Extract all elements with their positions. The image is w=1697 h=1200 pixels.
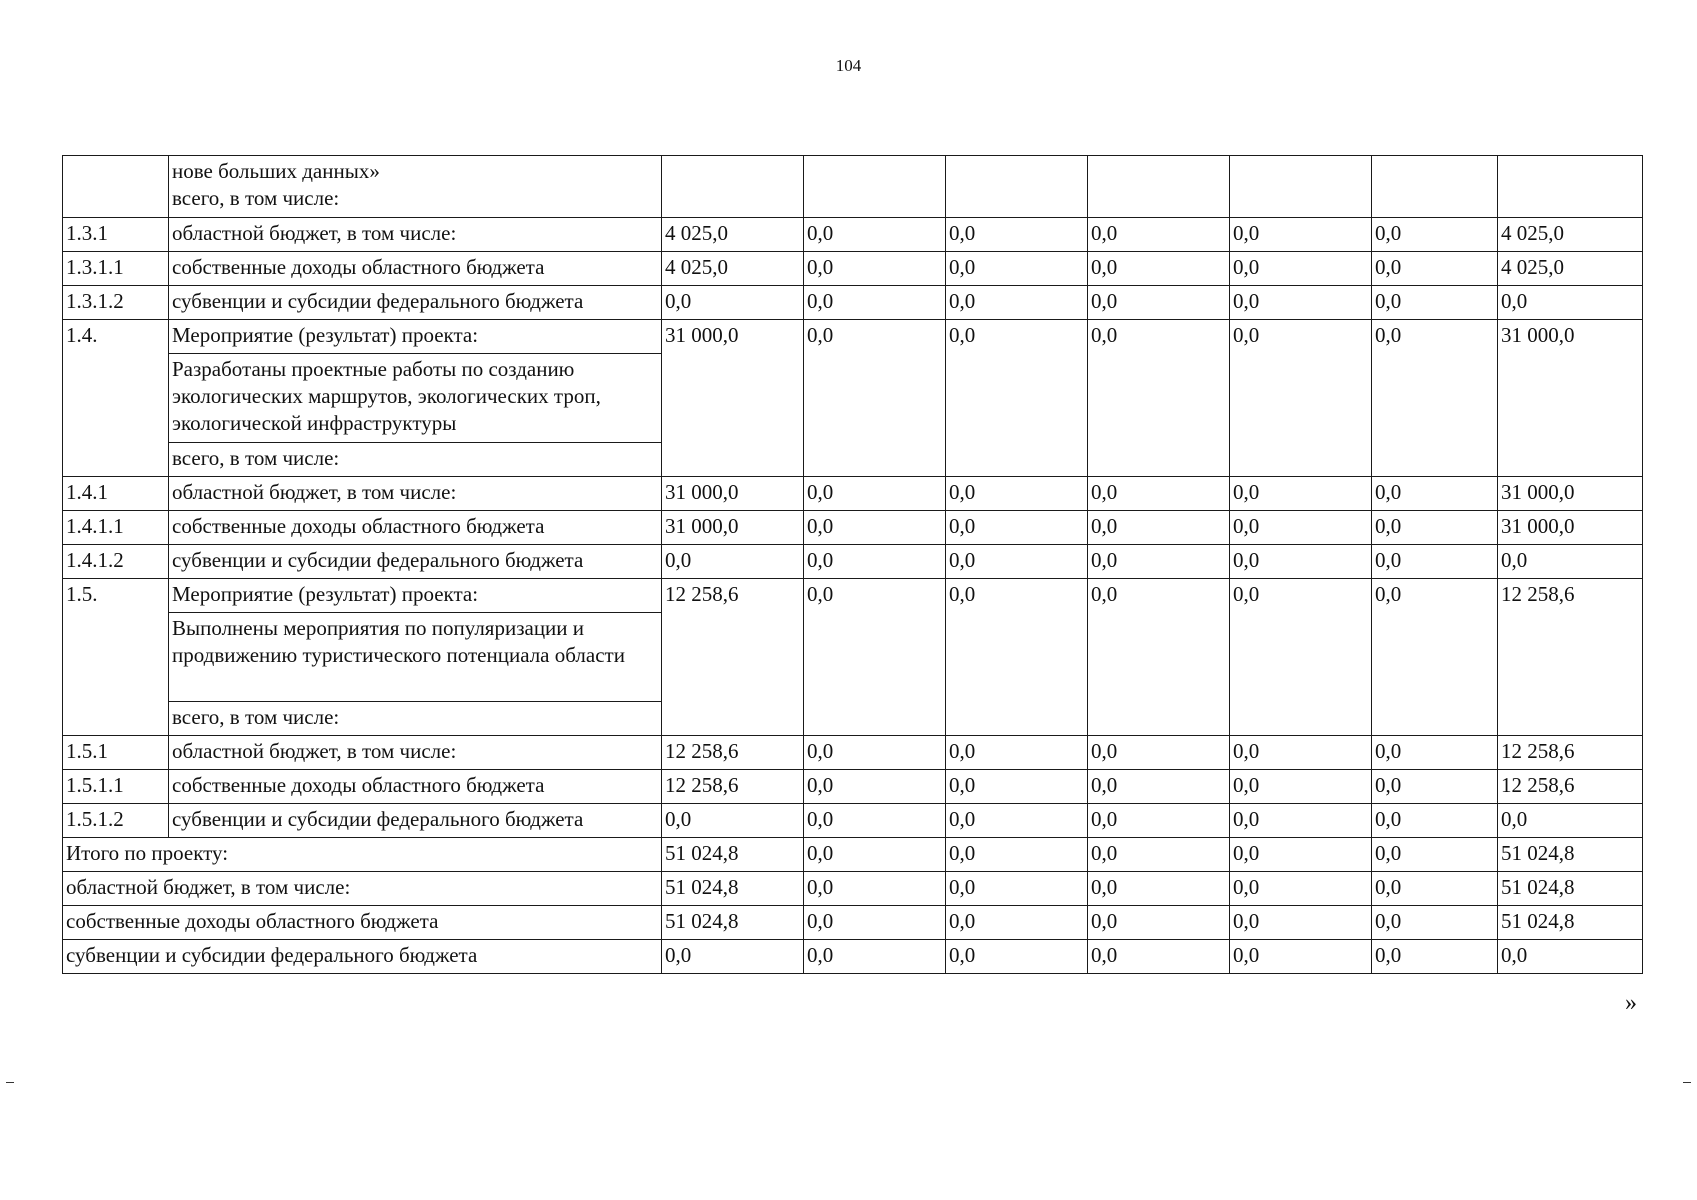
- value-cell: 0,0: [1088, 320, 1230, 477]
- value-cell: 0,0: [1230, 320, 1372, 477]
- value-cell: 0,0: [1088, 218, 1230, 252]
- row-label-cell: собственные доходы областного бюджета: [169, 252, 662, 286]
- value-cell: 0,0: [1230, 545, 1372, 579]
- value-cell: 12 258,6: [662, 770, 804, 804]
- value-cell: 0,0: [1372, 477, 1498, 511]
- row-code-cell: [63, 156, 169, 218]
- value-cell: 0,0: [946, 545, 1088, 579]
- value-cell: 0,0: [662, 545, 804, 579]
- value-cell: 0,0: [804, 906, 946, 940]
- table-row: [63, 511, 1643, 545]
- activity-description-cell: Выполнены мероприятия по популяризации и продвижению туристического потенциала области: [169, 613, 662, 702]
- value-cell: 31 000,0: [1498, 511, 1643, 545]
- value-cell: 0,0: [1088, 252, 1230, 286]
- value-cell: [662, 156, 804, 218]
- value-cell: 0,0: [946, 320, 1088, 477]
- row-code-cell: 1.5.1.2: [63, 804, 169, 838]
- value-cell: 0,0: [1088, 906, 1230, 940]
- total-row: [63, 906, 1643, 940]
- value-cell: 31 000,0: [662, 477, 804, 511]
- value-cell: 0,0: [662, 804, 804, 838]
- value-cell: 0,0: [1372, 736, 1498, 770]
- total-row: [63, 872, 1643, 906]
- value-cell: 0,0: [1372, 252, 1498, 286]
- row-code-cell: 1.3.1.2: [63, 286, 169, 320]
- value-cell: 0,0: [804, 940, 946, 974]
- row-label-cell: субвенции и субсидии федерального бюджета: [169, 804, 662, 838]
- value-cell: 0,0: [804, 477, 946, 511]
- value-cell: 0,0: [1372, 940, 1498, 974]
- value-cell: 0,0: [1230, 872, 1372, 906]
- row-code-cell: 1.4.1.1: [63, 511, 169, 545]
- value-cell: 51 024,8: [662, 906, 804, 940]
- table-row: [63, 218, 1643, 252]
- value-cell: 0,0: [1088, 804, 1230, 838]
- total-label-cell: собственные доходы областного бюджета: [63, 906, 662, 940]
- value-cell: 0,0: [1498, 286, 1643, 320]
- value-cell: 0,0: [1230, 477, 1372, 511]
- row-code-cell: 1.3.1.1: [63, 252, 169, 286]
- row-code-cell: 1.4.1.2: [63, 545, 169, 579]
- closing-quote-mark: »: [1625, 990, 1637, 1016]
- value-cell: 0,0: [804, 545, 946, 579]
- value-cell: 0,0: [804, 286, 946, 320]
- table-row: [63, 252, 1643, 286]
- value-cell: 0,0: [1230, 838, 1372, 872]
- value-cell: 0,0: [946, 804, 1088, 838]
- table-row: [63, 736, 1643, 770]
- value-cell: 0,0: [804, 511, 946, 545]
- row-code-cell: 1.4.: [63, 320, 169, 477]
- value-cell: 0,0: [804, 218, 946, 252]
- table-row: [63, 286, 1643, 320]
- total-row: [63, 940, 1643, 974]
- value-cell: 0,0: [1372, 511, 1498, 545]
- value-cell: 0,0: [1088, 838, 1230, 872]
- row-label-cell: областной бюджет, в том числе:: [169, 736, 662, 770]
- value-cell: 51 024,8: [1498, 838, 1643, 872]
- value-cell: 0,0: [1088, 736, 1230, 770]
- row-code-cell: 1.5.1.1: [63, 770, 169, 804]
- value-cell: 0,0: [662, 286, 804, 320]
- value-cell: 0,0: [1372, 770, 1498, 804]
- table-row: [63, 477, 1643, 511]
- value-cell: 0,0: [1230, 252, 1372, 286]
- table-row: [63, 320, 1643, 354]
- value-cell: 0,0: [946, 940, 1088, 974]
- value-cell: 0,0: [1230, 940, 1372, 974]
- value-cell: 0,0: [1088, 286, 1230, 320]
- value-cell: [1498, 156, 1643, 218]
- value-cell: 0,0: [946, 579, 1088, 736]
- value-cell: 0,0: [1372, 872, 1498, 906]
- value-cell: [804, 156, 946, 218]
- page-number: 104: [835, 56, 862, 75]
- value-cell: 0,0: [946, 252, 1088, 286]
- value-cell: 0,0: [1088, 511, 1230, 545]
- row-code-cell: 1.4.1: [63, 477, 169, 511]
- value-cell: 0,0: [1230, 218, 1372, 252]
- value-cell: 0,0: [946, 770, 1088, 804]
- row-label-cell: областной бюджет, в том числе:: [169, 477, 662, 511]
- value-cell: 4 025,0: [662, 252, 804, 286]
- value-cell: 0,0: [1230, 579, 1372, 736]
- value-cell: 0,0: [946, 511, 1088, 545]
- value-cell: [946, 156, 1088, 218]
- activity-heading-cell: Мероприятие (результат) проекта:: [169, 579, 662, 613]
- value-cell: 51 024,8: [662, 838, 804, 872]
- row-label-cell: [169, 156, 662, 218]
- value-cell: 0,0: [946, 906, 1088, 940]
- value-cell: 0,0: [804, 320, 946, 477]
- row-code-cell: 1.5.: [63, 579, 169, 736]
- row-label-cell: субвенции и субсидии федерального бюджета: [169, 545, 662, 579]
- total-row: [63, 838, 1643, 872]
- value-cell: 0,0: [662, 940, 804, 974]
- value-cell: 0,0: [1372, 320, 1498, 477]
- row-code-cell: 1.5.1: [63, 736, 169, 770]
- table-row: [63, 545, 1643, 579]
- value-cell: 0,0: [1230, 770, 1372, 804]
- value-cell: 0,0: [1372, 286, 1498, 320]
- table-row: [63, 579, 1643, 613]
- value-cell: 12 258,6: [1498, 770, 1643, 804]
- value-cell: [1372, 156, 1498, 218]
- value-cell: 0,0: [1088, 579, 1230, 736]
- value-cell: 0,0: [1498, 804, 1643, 838]
- value-cell: 0,0: [1088, 940, 1230, 974]
- value-cell: 31 000,0: [662, 320, 804, 477]
- value-cell: 0,0: [1230, 736, 1372, 770]
- value-cell: 0,0: [1230, 286, 1372, 320]
- row-label-cell: областной бюджет, в том числе:: [169, 218, 662, 252]
- total-label-cell: субвенции и субсидии федерального бюджета: [63, 940, 662, 974]
- value-cell: 0,0: [804, 872, 946, 906]
- value-cell: 0,0: [1372, 838, 1498, 872]
- value-cell: 0,0: [804, 804, 946, 838]
- value-cell: 12 258,6: [662, 736, 804, 770]
- table-row: [63, 156, 1643, 218]
- value-cell: 0,0: [804, 579, 946, 736]
- value-cell: 12 258,6: [1498, 579, 1643, 736]
- value-cell: 51 024,8: [662, 872, 804, 906]
- value-cell: 0,0: [1088, 770, 1230, 804]
- value-cell: 12 258,6: [1498, 736, 1643, 770]
- value-cell: 0,0: [1372, 545, 1498, 579]
- row-label-line: нове больших данных»: [172, 159, 380, 183]
- budget-table: [62, 155, 1643, 974]
- value-cell: 51 024,8: [1498, 906, 1643, 940]
- value-cell: 4 025,0: [1498, 218, 1643, 252]
- scan-edge-mark-left: [6, 1082, 14, 1083]
- value-cell: 0,0: [946, 736, 1088, 770]
- value-cell: 0,0: [1372, 218, 1498, 252]
- row-code-cell: 1.3.1: [63, 218, 169, 252]
- value-cell: 0,0: [1230, 906, 1372, 940]
- value-cell: 0,0: [946, 286, 1088, 320]
- total-label-cell: областной бюджет, в том числе:: [63, 872, 662, 906]
- budget-table-body: [63, 156, 1643, 974]
- value-cell: 31 000,0: [1498, 320, 1643, 477]
- value-cell: 51 024,8: [1498, 872, 1643, 906]
- value-cell: 0,0: [804, 736, 946, 770]
- activity-description-cell: Разработаны проектные работы по созданию экологических маршрутов, экологических троп, экологической инфраструктуры: [169, 354, 662, 443]
- value-cell: [1088, 156, 1230, 218]
- value-cell: 0,0: [804, 252, 946, 286]
- row-label-cell: субвенции и субсидии федерального бюджета: [169, 286, 662, 320]
- value-cell: 0,0: [1372, 804, 1498, 838]
- value-cell: 0,0: [1498, 545, 1643, 579]
- value-cell: 12 258,6: [662, 579, 804, 736]
- value-cell: 0,0: [1372, 906, 1498, 940]
- activity-total-label-cell: всего, в том числе:: [169, 443, 662, 477]
- value-cell: 0,0: [1230, 511, 1372, 545]
- value-cell: 31 000,0: [662, 511, 804, 545]
- total-label-cell: Итого по проекту:: [63, 838, 662, 872]
- row-label-cell: собственные доходы областного бюджета: [169, 770, 662, 804]
- value-cell: 4 025,0: [1498, 252, 1643, 286]
- value-cell: 0,0: [946, 872, 1088, 906]
- value-cell: 0,0: [1372, 579, 1498, 736]
- value-cell: 0,0: [1088, 545, 1230, 579]
- table-row: [63, 770, 1643, 804]
- value-cell: 0,0: [946, 218, 1088, 252]
- value-cell: 0,0: [1088, 477, 1230, 511]
- value-cell: 4 025,0: [662, 218, 804, 252]
- value-cell: 0,0: [804, 770, 946, 804]
- activity-heading-cell: Мероприятие (результат) проекта:: [169, 320, 662, 354]
- row-label-line: всего, в том числе:: [172, 186, 340, 210]
- value-cell: 0,0: [946, 838, 1088, 872]
- value-cell: 0,0: [946, 477, 1088, 511]
- row-label-cell: собственные доходы областного бюджета: [169, 511, 662, 545]
- value-cell: [1230, 156, 1372, 218]
- scan-edge-mark-right: [1683, 1082, 1691, 1083]
- value-cell: 31 000,0: [1498, 477, 1643, 511]
- value-cell: 0,0: [804, 838, 946, 872]
- table-row: [63, 804, 1643, 838]
- value-cell: 0,0: [1498, 940, 1643, 974]
- value-cell: 0,0: [1088, 872, 1230, 906]
- activity-total-label-cell: всего, в том числе:: [169, 702, 662, 736]
- value-cell: 0,0: [1230, 804, 1372, 838]
